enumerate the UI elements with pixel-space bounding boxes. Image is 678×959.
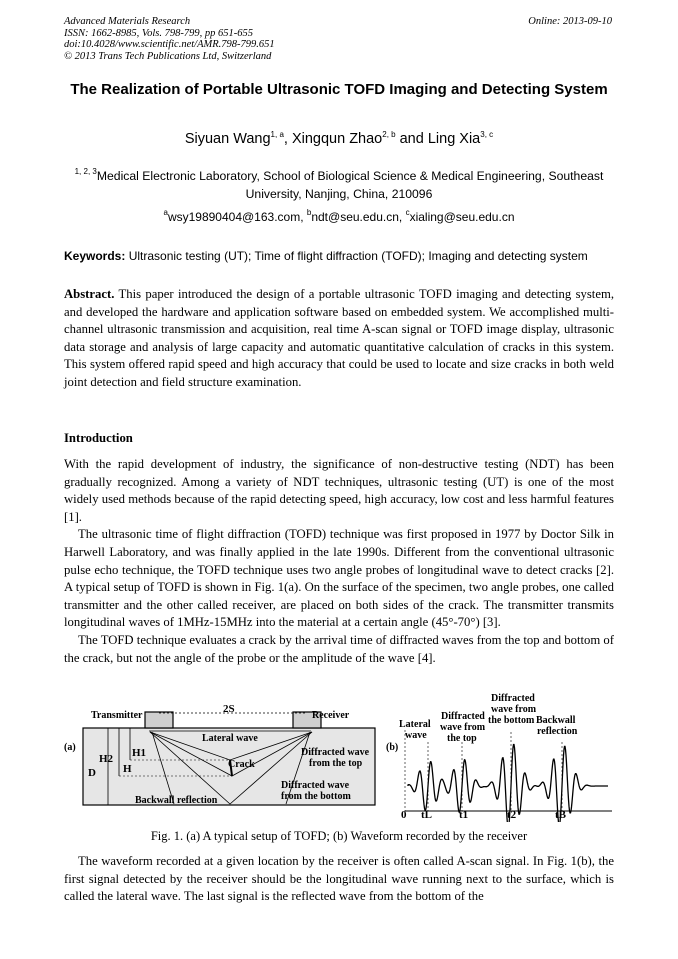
top-label-3: the top — [447, 733, 477, 744]
author-list — [64, 130, 614, 148]
panel-b-waveform — [386, 693, 612, 822]
section-heading: Introduction — [64, 431, 133, 445]
introduction-body — [64, 456, 614, 667]
email-sup: c — [405, 208, 410, 217]
paper-title: The Realization of Portable Ultrasonic TOFD Imaging and Detecting System — [70, 81, 608, 98]
spacing-label: 2S — [223, 703, 235, 715]
continuation-body — [64, 853, 614, 906]
abstract-label: Abstract. — [64, 287, 115, 301]
bottom-label-2: wave from — [491, 704, 537, 715]
paragraph: With the rapid development of industry, the significance of non-destructive testing (NDT) has been gradually recognized. Among a variety of NDT techniques, ultrasonic testing (UT) is one of the most widely used methods because of the rapid detecting speed, high accuracy, low cost and less harmful features [1]. — [64, 457, 614, 524]
author-sup: 1, a — [270, 130, 284, 139]
email-link[interactable]: wsy19890404@163.com — [167, 210, 301, 224]
d-label: D — [88, 767, 96, 779]
figure-1 — [64, 690, 614, 822]
t1-label: t1 — [459, 809, 469, 821]
h1-label: H1 — [132, 747, 147, 759]
lateral-label-2: wave — [405, 730, 427, 741]
lateral-wave-label: Lateral wave — [202, 733, 258, 744]
affiliation-sup: 1, 2, 3 — [74, 167, 97, 176]
copyright-line: © 2013 Trans Tech Publications Ltd, Switzerland — [64, 50, 272, 62]
separator: , — [283, 131, 292, 147]
email-link[interactable]: xialing@seu.edu.cn — [409, 210, 515, 224]
backwall-label: Backwall reflection — [135, 795, 218, 806]
abstract-text: This paper introduced the design of a portable ultrasonic TOFD imaging and detecting system, and developed the hardware and application software based on embedded system. We accomplished multi-channel ultrasonic transmission and acquisition, real time A-scan signal or TOFD image display, ultrasonic data storage and analysis of large capacity and automatic quantitative calculation of cracks in this system. This system offered rapid speed and high accuracy that could be used to locate and size cracks in both weld joint detection and field structure examination. — [64, 287, 614, 389]
tB-label: tB — [555, 809, 566, 821]
author-name: Siyuan Wang — [184, 131, 271, 147]
journal-info — [64, 16, 275, 62]
separator: , — [398, 210, 406, 224]
panel-b-label: (b) — [386, 742, 399, 753]
keywords — [64, 248, 614, 264]
top-label-1: Diffracted — [441, 711, 485, 722]
online-date: Online: 2013-09-10 — [528, 16, 612, 27]
separator: , — [300, 210, 307, 224]
author-name: Ling Xia — [427, 131, 481, 147]
email-sup: a — [163, 208, 168, 217]
backwall-label-2: reflection — [537, 726, 578, 737]
journal-name: Advanced Materials Research — [64, 16, 191, 27]
email-list — [64, 209, 614, 225]
t0-label: 0 — [401, 809, 407, 821]
receiver-label: Receiver — [312, 710, 350, 721]
abstract — [64, 286, 614, 392]
top-label-2: wave from — [440, 722, 486, 733]
panel-a-setup — [64, 703, 375, 806]
keywords-label: Keywords: — [64, 249, 126, 263]
paragraph: The waveform recorded at a given location by the receiver is often called A-scan signal. In Fig. 1(b), the first signal detected by the receiver should be the longitudinal wave running next to the surface, which is called the lateral wave. The last signal is the reflected wave from the bottom of the — [64, 854, 614, 904]
doi-line: doi:10.4028/www.scientific.net/AMR.798-799.651 — [64, 39, 275, 50]
h2-label: H2 — [99, 753, 114, 765]
lateral-label-1: Lateral — [399, 719, 431, 730]
separator: and — [395, 131, 428, 147]
backwall-label-1: Backwall — [536, 715, 576, 726]
author-sup: 3, c — [480, 130, 494, 139]
email-sup: b — [306, 208, 312, 217]
transmitter-label: Transmitter — [91, 710, 143, 721]
diff-top-label-2: from the top — [309, 758, 363, 769]
t2-label: t2 — [507, 809, 517, 821]
diff-bottom-label-1: Diffracted wave — [281, 780, 350, 791]
paragraph: The ultrasonic time of flight diffraction (TOFD) technique was first proposed in 1977 by Doctor Silk in Harwell Laboratory, and was finally applied in the late 1990s. Different from the conventional ultrasonic pulse echo technique, the TOFD technique uses two angle probes of longitudinal wave to detect cracks [2]. A typical setup of TOFD is shown in Fig. 1(a). On the surface of the specimen, two angle probes, one called transmitter and the other called receiver, are placed on both sides of the crack. The transmitter transmits longitudinal waves of 1MHz-15MHz into the material at a certain angle (45°-70°) [3]. — [64, 527, 614, 630]
affiliation — [64, 167, 614, 203]
issn-line: ISSN: 1662-8985, Vols. 798-799, pp 651-655 — [64, 27, 253, 39]
keywords-text: Ultrasonic testing (UT); Time of flight diffraction (TOFD); Imaging and detecting system — [125, 249, 588, 263]
panel-a-label: (a) — [64, 742, 76, 753]
author-name: Xingqun Zhao — [291, 131, 383, 147]
transmitter-probe — [145, 712, 173, 728]
affiliation-text: Medical Electronic Laboratory, School of Biological Science & Medical Engineering, Southeast University, Nanjing, China, 210096 — [96, 169, 604, 201]
bottom-label-1: Diffracted — [491, 693, 535, 704]
h-label: H — [123, 763, 132, 775]
crack-label: Crack — [228, 759, 255, 770]
paragraph: The TOFD technique evaluates a crack by the arrival time of diffracted waves from the top and bottom of the crack, but not the angle of the probe or the amplitude of the wave [4]. — [64, 632, 614, 665]
diff-bottom-label-2: from the bottom — [281, 791, 351, 802]
bottom-label-3: the bottom — [488, 715, 535, 726]
tL-label: tL — [421, 809, 432, 821]
author-sup: 2, b — [382, 130, 396, 139]
figure-caption: Fig. 1. (a) A typical setup of TOFD; (b) Waveform recorded by the receiver — [150, 829, 528, 843]
diff-top-label-1: Diffracted wave — [301, 747, 370, 758]
email-link[interactable]: ndt@seu.edu.cn — [311, 210, 399, 224]
